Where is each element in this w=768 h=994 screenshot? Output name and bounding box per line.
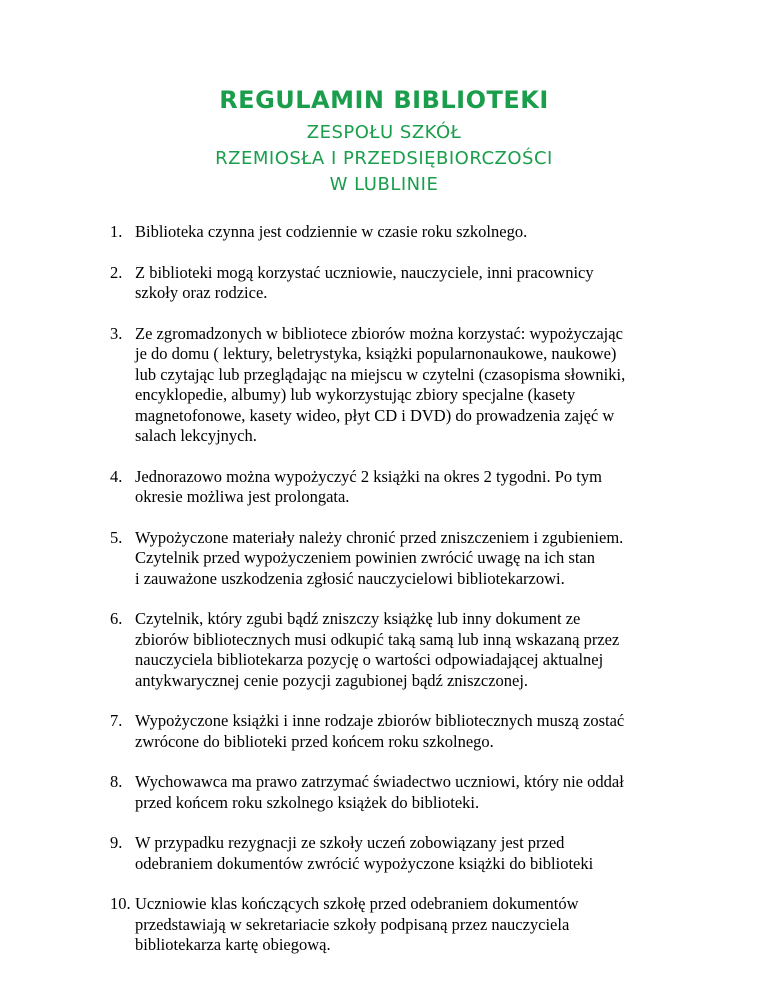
page-title: REGULAMIN BIBLIOTEKI xyxy=(219,86,549,114)
list-item xyxy=(110,528,690,590)
subtitle-school-name: RZEMIOSŁA I PRZEDSIĘBIORCZOŚCI xyxy=(215,148,553,169)
list-item-text: Biblioteka czynna jest codziennie w czasie roku szkolnego. xyxy=(135,222,528,241)
list-item xyxy=(110,711,690,752)
rules-list xyxy=(110,222,690,976)
list-item-number: 10. xyxy=(110,894,131,913)
subtitle-school: ZESPOŁU SZKÓŁ xyxy=(306,122,462,143)
list-item xyxy=(110,263,690,304)
list-item-number: 7. xyxy=(110,711,123,730)
list-item-text: Wychowawca ma prawo zatrzymać świadectwo uczniowi, który nie oddał przed końcem roku szkolnego książek do biblioteki. xyxy=(135,772,624,812)
list-item xyxy=(110,894,690,956)
list-item xyxy=(110,324,690,447)
list-item xyxy=(110,467,690,508)
list-item-number: 6. xyxy=(110,609,123,628)
list-item-number: 9. xyxy=(110,833,123,852)
list-item-text: Uczniowie klas kończących szkołę przed odebraniem dokumentów przedstawiają w sekretariacie szkoły podpisaną przez nauczyciela bibliotekarza kartę obiegową. xyxy=(135,894,579,954)
list-item-number: 1. xyxy=(110,222,123,241)
list-item-number: 3. xyxy=(110,323,123,343)
list-item-number: 4. xyxy=(110,466,123,486)
list-item xyxy=(110,772,690,813)
list-item-text: Jednorazowo można wypożyczyć 2 książki na okres 2 tygodni. Po tym okresie możliwa jest prolongata. xyxy=(135,466,602,506)
header xyxy=(0,86,768,198)
list-item-text: Czytelnik, który zgubi bądź zniszczy książkę lub inny dokument ze zbiorów bibliotecznych musi odkupić taką samą lub inną wskazaną przez nauczyciela bibliotekarza pozycję o wartości odpowiadającej aktualnej antykwarycznej cenie pozycji zagubionej bądź zniszczonej. xyxy=(135,609,620,690)
list-item-number: 8. xyxy=(110,772,123,791)
list-item-text: Ze zgromadzonych w bibliotece zbiorów można korzystać: wypożyczając je do domu ( lektury, beletrystyka, książki popularnonaukowe, naukowe) lub czytając lub przeglądając na miejscu w czytelni (czasopisma słowniki, encyklopedie, albumy) lub wykorzystując zbiory specjalne (kasety magnetofonowe, kasety wideo, płyt CD i DVD) do prowadzenia zajęć w salach lekcyjnych. xyxy=(135,323,626,445)
list-item-text: Wypożyczone książki i inne rodzaje zbiorów bibliotecznych muszą zostać zwrócone do biblioteki przed końcem roku szkolnego. xyxy=(135,711,625,751)
subtitle-city: W LUBLINIE xyxy=(329,174,439,195)
list-item-text: W przypadku rezygnacji ze szkoły uczeń zobowiązany jest przed odebraniem dokumentów zwrócić wypożyczone książki do biblioteki xyxy=(135,833,594,873)
list-item-text: Z biblioteki mogą korzystać uczniowie, nauczyciele, inni pracownicy szkoły oraz rodzice. xyxy=(135,262,594,302)
list-item-number: 5. xyxy=(110,527,123,547)
list-item-text: Wypożyczone materiały należy chronić przed zniszczeniem i zgubieniem. Czytelnik przed wypożyczeniem powinien zwrócić uwagę na ich stan i zauważone uszkodzenia zgłosić nauczycielowi bibliotekarzowi. xyxy=(135,527,624,588)
list-item xyxy=(110,222,690,243)
list-item xyxy=(110,609,690,691)
list-item xyxy=(110,833,690,874)
list-item-number: 2. xyxy=(110,262,123,282)
